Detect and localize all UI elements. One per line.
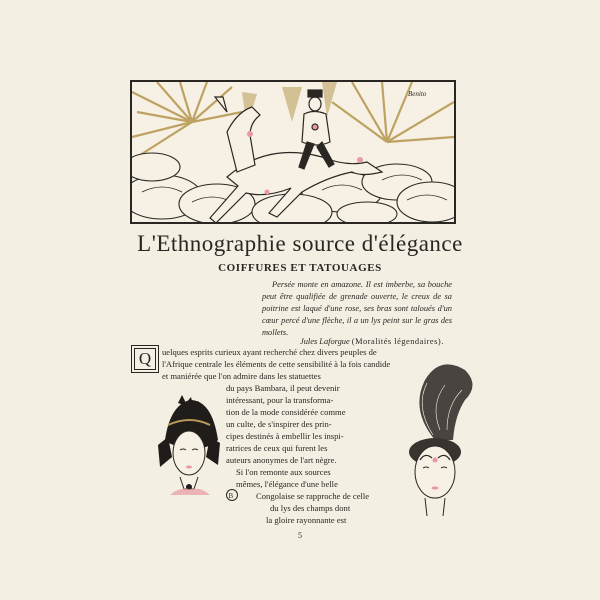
body-line: du pays Bambara, il peut devenir (226, 383, 340, 393)
drop-cap (131, 345, 159, 373)
body-line: l'Afrique centrale les éléments de cette sensibilité à la fois candide (162, 359, 391, 369)
subtitle-text: COIFFURES ET TATOUAGES (218, 262, 382, 274)
artist-signature: Benito (408, 90, 427, 98)
body-line: uelques esprits curieux ayant recherché chez divers peuples de (162, 347, 377, 357)
body-line: ratrices de ceux qui furent les (226, 443, 328, 453)
body-line: tion de la mode considérée comme (226, 407, 346, 417)
epigraph-work: (Moralités légendaires). (351, 337, 444, 346)
body-line: Si l'on remonte aux sources (236, 467, 331, 477)
epigraph (262, 279, 452, 339)
right-head-illustration (395, 360, 485, 520)
body-line: cipes destinés à embellir les inspi- (226, 431, 344, 441)
epigraph-text: Persée monte en amazone. Il est imberbe, sa bouche peut être qualifiée de grenade ouverte, le creux de sa poitrine est laqué d'une rose, ses bras sont taloués d'un cœur percé d'une flèche, il a un lys peint sur le gras des mollets. (262, 280, 452, 337)
body-line: Congolaise se rapproche de celle (256, 491, 370, 501)
body-line: mêmes, l'élégance d'une belle (236, 479, 338, 489)
page-number: 5 (298, 531, 302, 540)
body-line: un culte, de s'inspirer des prin- (226, 419, 332, 429)
body-line: auteurs anonymes de l'art nègre. (226, 455, 337, 465)
drop-cap-letter: Q (138, 349, 152, 368)
body-line: et maniérée que l'on admire dans les statuettes (162, 371, 321, 381)
epigraph-source (300, 337, 460, 346)
body-line: du lys des champs dont (270, 503, 351, 513)
svg-text:B: B (228, 492, 234, 500)
body-line: la gloire rayonnante est (266, 515, 347, 525)
left-head-illustration (150, 395, 225, 505)
monogram-mark (225, 488, 239, 502)
article-subtitle (0, 262, 600, 274)
horse-rider-illustration (130, 80, 456, 224)
body-line: intéressant, pour la transforma- (226, 395, 334, 405)
epigraph-author: Jules Laforgue (300, 337, 350, 346)
article-title: L'Ethnographie source d'élégance (137, 231, 463, 256)
